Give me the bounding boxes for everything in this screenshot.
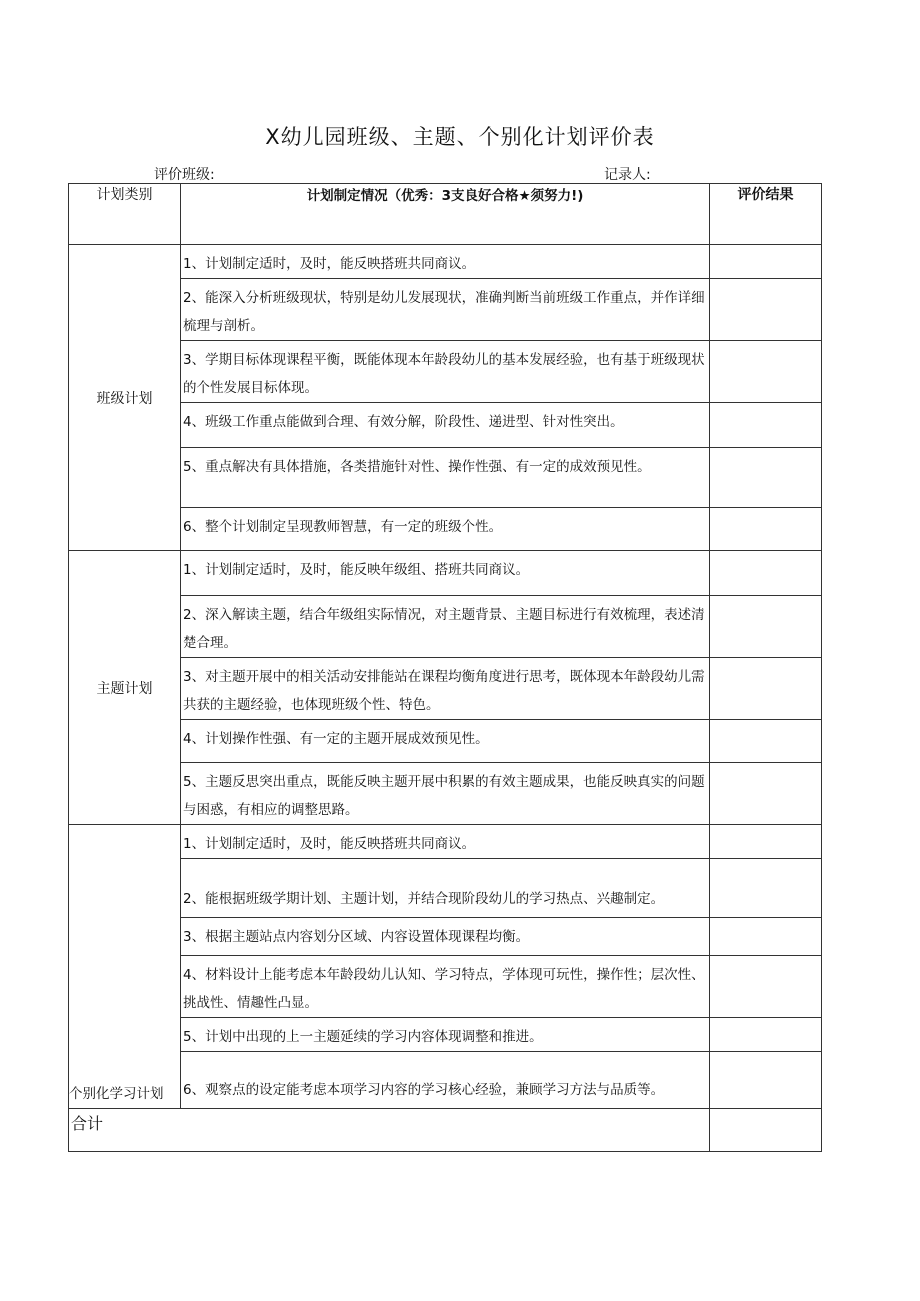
table-row [69, 245, 822, 279]
result-cell[interactable] [710, 763, 822, 825]
total-row [69, 1109, 822, 1152]
table-row [69, 279, 822, 341]
result-cell[interactable] [710, 825, 822, 859]
criteria-item: 1、计划制定适时，及时，能反映搭班共同商议。 [181, 245, 710, 279]
page-title: X幼儿园班级、主题、个别化计划评价表 [265, 125, 655, 149]
table-row [69, 1018, 822, 1052]
header-category: 计划类别 [69, 184, 181, 245]
result-cell[interactable] [710, 1052, 822, 1109]
criteria-item: 1、计划制定适时，及时，能反映搭班共同商议。 [181, 825, 710, 859]
result-cell[interactable] [710, 596, 822, 658]
criteria-item: 3、根据主题站点内容划分区域、内容设置体现课程均衡。 [181, 918, 710, 956]
result-cell[interactable] [710, 245, 822, 279]
header-criteria: 计划制定情况（优秀：3支良好合格★须努力!) [181, 184, 710, 245]
criteria-item: 5、主题反思突出重点，既能反映主题开展中积累的有效主题成果，也能反映真实的问题与困惑，有相应的调整思路。 [181, 763, 710, 825]
table-row [69, 596, 822, 658]
result-cell[interactable] [710, 658, 822, 720]
result-cell[interactable] [710, 918, 822, 956]
table-row [69, 1052, 822, 1109]
table-row [69, 551, 822, 596]
criteria-item: 4、班级工作重点能做到合理、有效分解，阶段性、递进型、针对性突出。 [181, 403, 710, 448]
result-cell[interactable] [710, 279, 822, 341]
result-cell[interactable] [710, 1018, 822, 1052]
table-row [69, 763, 822, 825]
header-row [69, 184, 822, 245]
result-cell[interactable] [710, 508, 822, 551]
table-row [69, 956, 822, 1018]
evaluation-table [68, 183, 822, 1152]
criteria-item: 2、能根据班级学期计划、主题计划，并结合现阶段幼儿的学习热点、兴趣制定。 [181, 859, 710, 918]
header-result: 评价结果 [710, 184, 822, 245]
result-cell[interactable] [710, 956, 822, 1018]
table-row [69, 448, 822, 508]
category-individual-plan: 个别化学习计划 [69, 825, 181, 1109]
category-theme-plan: 主题计划 [69, 551, 181, 825]
result-cell[interactable] [710, 403, 822, 448]
criteria-item: 4、计划操作性强、有一定的主题开展成效预见性。 [181, 720, 710, 763]
class-label: 评价班级: [154, 167, 215, 183]
result-cell[interactable] [710, 859, 822, 918]
result-cell[interactable] [710, 720, 822, 763]
table-row [69, 825, 822, 859]
criteria-item: 1、计划制定适时，及时，能反映年级组、搭班共同商议。 [181, 551, 710, 596]
table-row [69, 341, 822, 403]
table-row [69, 508, 822, 551]
recorder-label: 记录人: [604, 167, 651, 183]
criteria-item: 3、学期目标体现课程平衡，既能体现本年龄段幼儿的基本发展经验，也有基于班级现状的个性发展目标体现。 [181, 341, 710, 403]
criteria-item: 6、观察点的设定能考虑本项学习内容的学习核心经验，兼顾学习方法与品质等。 [181, 1052, 710, 1109]
table-row [69, 918, 822, 956]
criteria-item: 3、对主题开展中的相关活动安排能站在课程均衡角度进行思考，既体现本年龄段幼儿需共获的主题经验，也体现班级个性、特色。 [181, 658, 710, 720]
result-cell[interactable] [710, 551, 822, 596]
criteria-item: 4、材料设计上能考虑本年龄段幼儿认知、学习特点，学体现可玩性，操作性；层次性、挑战性、情趣性凸显。 [181, 956, 710, 1018]
table-row [69, 403, 822, 448]
criteria-item: 2、深入解读主题，结合年级组实际情况，对主题背景、主题目标进行有效梳理，表述清楚合理。 [181, 596, 710, 658]
total-label: 合计 [69, 1109, 710, 1152]
result-cell[interactable] [710, 341, 822, 403]
table-row [69, 859, 822, 918]
table-row [69, 658, 822, 720]
total-result-cell[interactable] [710, 1109, 822, 1152]
criteria-item: 6、整个计划制定呈现教师智慧，有一定的班级个性。 [181, 508, 710, 551]
criteria-item: 5、计划中出现的上一主题延续的学习内容体现调整和推进。 [181, 1018, 710, 1052]
criteria-item: 5、重点解决有具体措施，各类措施针对性、操作性强、有一定的成效预见性。 [181, 448, 710, 508]
result-cell[interactable] [710, 448, 822, 508]
category-class-plan: 班级计划 [69, 245, 181, 551]
criteria-item: 2、能深入分析班级现状，特别是幼儿发展现状，准确判断当前班级工作重点，并作详细梳理与剖析。 [181, 279, 710, 341]
table-row [69, 720, 822, 763]
